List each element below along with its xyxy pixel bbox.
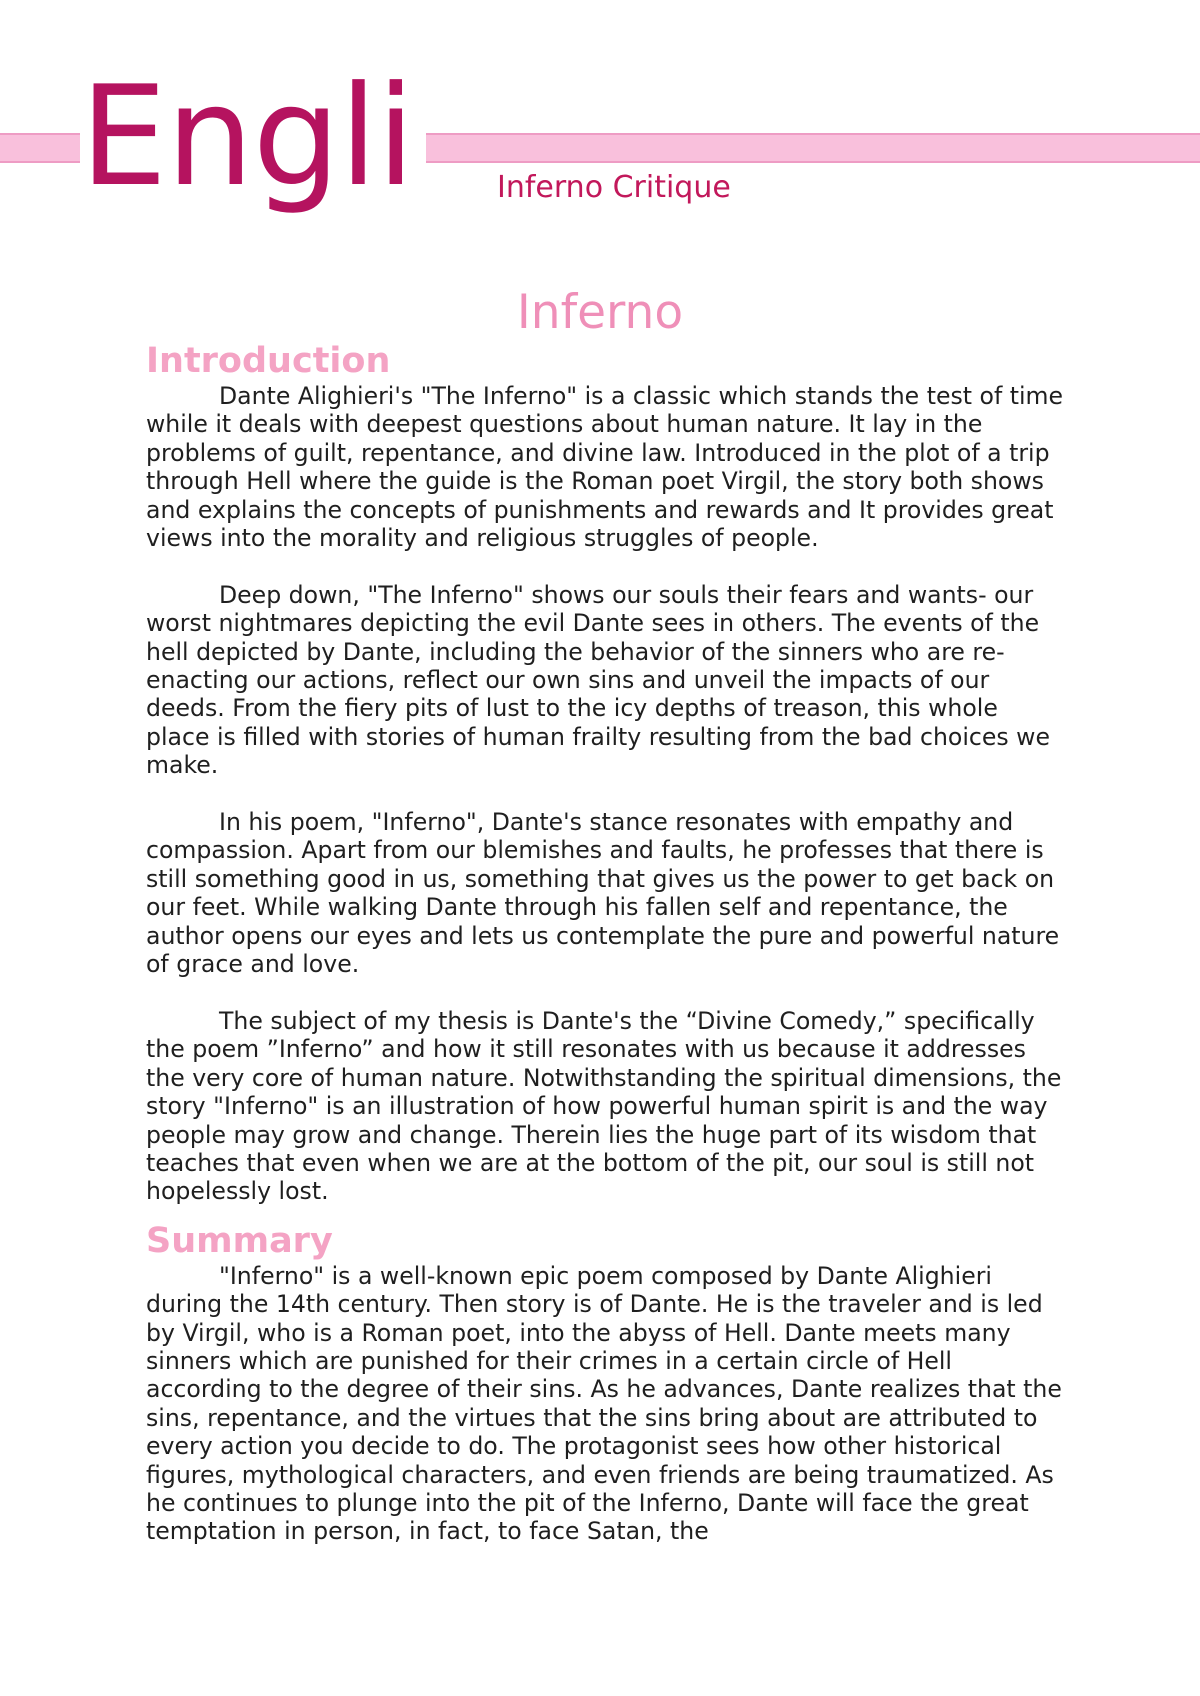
document-title: Inferno: [516, 285, 684, 340]
document-subtitle: Inferno Critique: [497, 170, 731, 205]
paragraph: "Inferno" is a well-known epic poem composed by Dante Alighieri during the 14th century. Then story is of Dante. He is the traveler and is led by Virgil, who is a Roman poet, into the abyss of Hell. Dante meets many sinners which are punished for their crimes in a certain circle of Hell according to the degree of their sins. As he advances, Dante realizes that the sins, repentance, and the virtues that the sins bring about are attributed to every action you decide to do. The protagonist sees how other historical figures, mythological characters, and even friends are being traumatized. As he continues to plunge into the pit of the Inferno, Dante will face the great temptation in person, in fact, to face Satan, the: [146, 1261, 1062, 1546]
paragraph: Dante Alighieri's "The Inferno" is a classic which stands the test of time while it deals with deepest questions about human nature. It lay in the problems of guilt, repentance, and divine law. Introduced in the plot of a trip through Hell where the guide is the Roman poet Virgil, the story both shows and explains the concepts of punishments and rewards and It provides great views into the morality and religious struggles of people.: [146, 382, 1064, 553]
section-heading-introduction: Introduction: [146, 341, 391, 381]
paragraph: In his poem, "Inferno", Dante's stance resonates with empathy and compassion. Apart from our blemishes and faults, he professes that there is still something good in us, something that gives us the power to get back on our feet. While walking Dante through his fallen self and repentance, the author opens our eyes and lets us contemplate the pure and powerful nature of grace and love.: [146, 808, 1060, 979]
course-title: Engli: [80, 68, 426, 206]
paragraph: Deep down, "The Inferno" shows our souls their fears and wants- our worst nightmares depicting the evil Dante sees in others. The events of the hell depicted by Dante, including the behavior of the sinners who are re-enacting our actions, reflect our own sins and unveil the impacts of our deeds. From the fiery pits of lust to the icy depths of treason, this whole place is filled with stories of human frailty resulting from the bad choices we make.: [146, 580, 1050, 780]
section-heading-summary: Summary: [146, 1220, 333, 1261]
paragraph: The subject of my thesis is Dante's the “Divine Comedy,” specifically the poem ”Inferno” and how it still resonates with us because it addresses the very core of human nature. Notwithstanding the spiritual dimensions, the story "Inferno" is an illustration of how powerful human spirit is and the way people may grow and change. Therein lies the huge part of its wisdom that teaches that even when we are at the bottom of the pit, our soul is still not hopelessly lost.: [146, 1006, 1062, 1206]
document-body: [146, 340, 1066, 1574]
